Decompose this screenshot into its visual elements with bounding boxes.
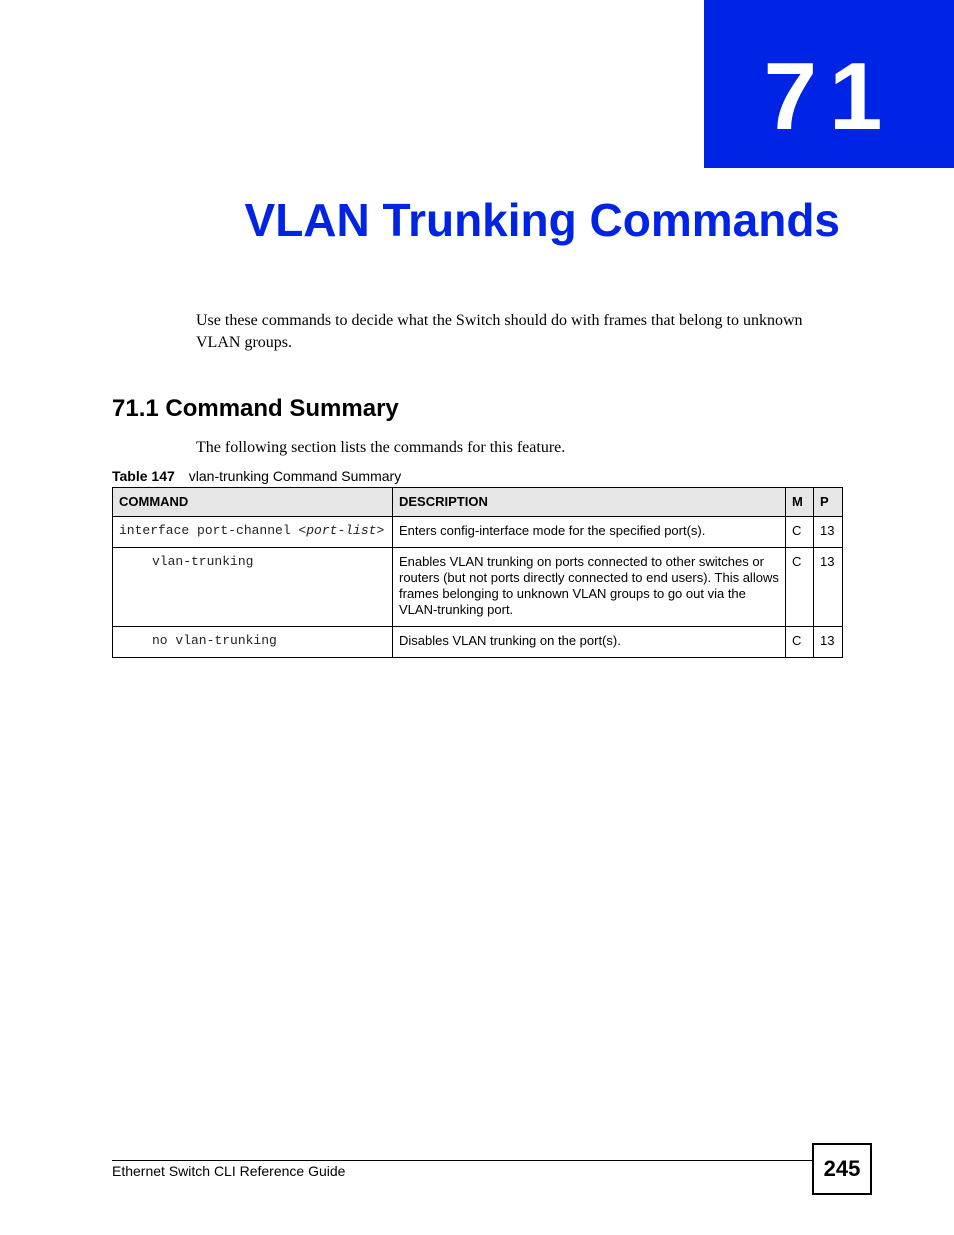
privilege-cell: 13 xyxy=(814,548,843,627)
command-suffix: > xyxy=(376,523,385,538)
command-text: interface port-channel < xyxy=(119,523,307,538)
description-cell: Enables VLAN trunking on ports connected to other switches or routers (but not ports directly connected to end users). This allows frames belonging to unknown VLAN groups to go out via the VLAN-trunking port. xyxy=(393,548,786,627)
table-caption-number: Table 147 xyxy=(112,468,175,484)
header-m: M xyxy=(786,488,814,517)
header-description: DESCRIPTION xyxy=(393,488,786,517)
privilege-cell: 13 xyxy=(814,627,843,658)
command-cell: no vlan-trunking xyxy=(113,627,393,658)
mode-cell: C xyxy=(786,517,814,548)
section-heading: 71.1 Command Summary xyxy=(112,395,399,422)
command-param: port-list xyxy=(306,523,377,538)
table-row xyxy=(113,627,843,658)
table-row xyxy=(113,548,843,627)
table-header-row xyxy=(113,488,843,517)
table-row xyxy=(113,517,843,548)
chapter-title: VLAN Trunking Commands xyxy=(244,194,840,246)
chapter-number: 71 xyxy=(763,43,895,150)
description-cell: Disables VLAN trunking on the port(s). xyxy=(393,627,786,658)
header-p: P xyxy=(814,488,843,517)
command-cell xyxy=(113,517,393,548)
intro-paragraph: Use these commands to decide what the Switch should do with frames that belong to unknown VLAN groups. xyxy=(196,312,803,351)
description-cell: Enters config-interface mode for the specified port(s). xyxy=(393,517,786,548)
command-cell: vlan-trunking xyxy=(113,548,393,627)
command-summary-table xyxy=(112,487,843,658)
footer-guide-title: Ethernet Switch CLI Reference Guide xyxy=(112,1163,346,1179)
table-caption-text: vlan-trunking Command Summary xyxy=(188,468,402,484)
mode-cell: C xyxy=(786,548,814,627)
section-intro: The following section lists the commands for this feature. xyxy=(196,439,566,456)
page-number: 245 xyxy=(812,1143,872,1195)
header-command: COMMAND xyxy=(113,488,393,517)
table-caption xyxy=(112,467,401,485)
mode-cell: C xyxy=(786,627,814,658)
privilege-cell: 13 xyxy=(814,517,843,548)
footer-rule xyxy=(112,1160,812,1161)
